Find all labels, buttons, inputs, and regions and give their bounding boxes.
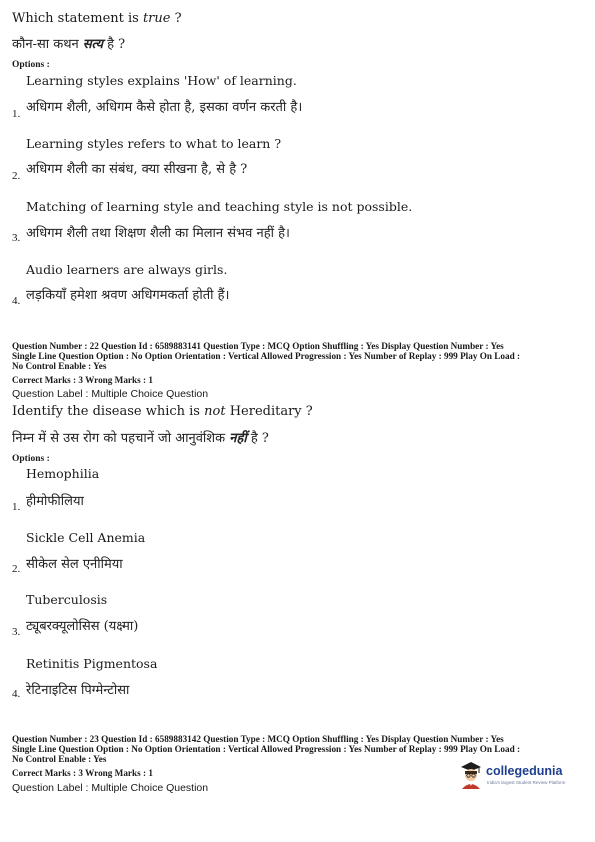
q22-options-heading: Options : [12,454,50,464]
q22-question-en: Identify the disease which is not Hereditary ? [12,404,313,419]
q22-meta-line-2: Single Line Question Option : No Option Orientation : Vertical Allowed Progression : Yes Number of Replay : 999 Play On Load : [12,351,521,361]
brand-tagline: India's largest Student Review Platform [487,780,566,785]
q22-option-4-en: Retinitis Pigmentosa [26,656,158,671]
q22-option-4-hi: रेटिनाइटिस पिग्मेन्टोसा [26,683,130,698]
q21-option-3-hi: अधिगम शैली तथा शिक्षण शैली का मिलान संभव नहीं है। [26,226,290,241]
q21-option-3-number: 3. [12,232,21,244]
q21-option-4-en: Audio learners are always girls. [26,262,228,277]
q21-option-1-hi: अधिगम शैली, अधिगम कैसे होता है, इसका वर्णन करती है। [26,100,303,115]
brand-name: collegedunia [486,764,563,778]
q21-option-4-number: 4. [12,295,21,307]
q22-meta-line-1: Question Number : 22 Question Id : 6589883141 Question Type : MCQ Option Shuffling : Yes Display Question Number : Yes [12,341,504,351]
q22-option-4-number: 4. [12,688,21,700]
q22-question-hi: निम्न में से उस रोग को पहचानें जो आनुवंशिक नहीं है ? [12,431,269,446]
q22-option-1-en: Hemophilia [26,466,100,481]
q21-option-2-en: Learning styles refers to what to learn ? [26,136,282,151]
q23-meta-line-2: Single Line Question Option : No Option Orientation : Vertical Allowed Progression : Yes Number of Replay : 999 Play On Load : [12,744,521,754]
q22-option-3-en: Tuberculosis [26,592,108,607]
q22-option-1-hi: हीमोफीलिया [26,494,84,509]
q21-question-en: Which statement is true ? [12,11,182,26]
q22-option-1-number: 1. [12,501,21,513]
q22-option-2-number: 2. [12,563,21,575]
q22-option-2-hi: सीकेल सेल एनीमिया [26,557,123,572]
collegedunia-watermark [458,760,568,790]
q22-marks: Correct Marks : 3 Wrong Marks : 1 [12,375,153,385]
student-mascot-icon [458,760,484,790]
q22-option-3-number: 3. [12,626,21,638]
q23-marks: Correct Marks : 3 Wrong Marks : 1 [12,768,153,778]
q21-option-3-en: Matching of learning style and teaching style is not possible. [26,199,413,214]
q21-option-2-number: 2. [12,170,21,182]
q22-meta-line-3: No Control Enable : Yes [12,361,107,371]
q21-option-1-number: 1. [12,108,21,120]
q21-question-hi: कौन-सा कथन सत्य है ? [12,37,126,52]
q23-meta-line-3: No Control Enable : Yes [12,754,107,764]
q22-question-label: Question Label : Multiple Choice Question [12,388,209,400]
q21-option-2-hi: अधिगम शैली का संबंध, क्या सीखना है, से है ? [26,162,248,177]
q22-option-2-en: Sickle Cell Anemia [26,530,146,545]
q22-option-3-hi: ट्यूबरक्यूलोसिस (यक्ष्मा) [26,619,139,634]
q21-option-4-hi: लड़कियाँ हमेशा श्रवण अधिगमकर्ता होती हैं। [26,288,230,303]
q23-question-label: Question Label : Multiple Choice Question [12,782,209,794]
q23-meta-line-1: Question Number : 23 Question Id : 6589883142 Question Type : MCQ Option Shuffling : Yes Display Question Number : Yes [12,734,504,744]
q21-options-heading: Options : [12,60,50,70]
q21-option-1-en: Learning styles explains 'How' of learning. [26,73,297,88]
